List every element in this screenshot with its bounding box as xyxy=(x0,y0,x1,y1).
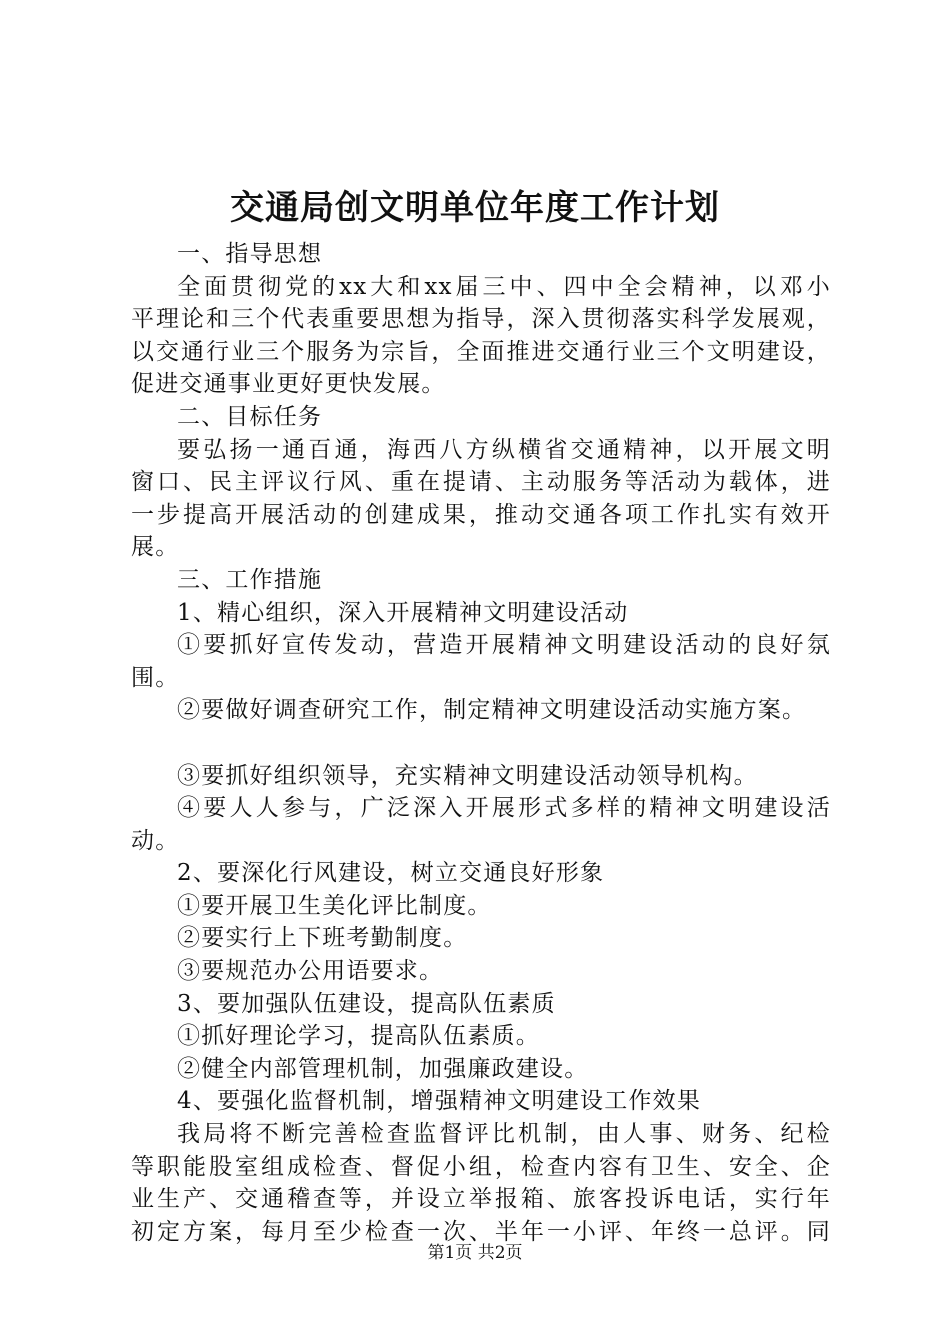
paragraph-line: 等职能股室组成检查、督促小组，检查内容有卫生、安全、企 xyxy=(131,1153,831,1180)
paragraph-line: 以交通行业三个服务为宗旨，全面推进交通行业三个文明建设， xyxy=(131,338,831,365)
section-heading: 三、工作措施 xyxy=(177,566,323,593)
paragraph-line: 平理论和三个代表重要思想为指导，深入贯彻落实科学发展观， xyxy=(131,306,831,333)
paragraph-line: 窗口、民主评议行风、重在提请、主动服务等活动为载体，进 xyxy=(131,469,831,496)
paragraph-line: 初定方案，每月至少检查一次、半年一小评、年终一总评。同 xyxy=(131,1218,831,1245)
blank-line xyxy=(131,727,831,760)
list-item-line: ③要规范办公用语要求。 xyxy=(177,958,444,985)
page-number: 第1页 共2页 xyxy=(427,1243,523,1263)
list-item-line: ②健全内部管理机制，加强廉政建设。 xyxy=(177,1055,589,1082)
list-item-line: ①抓好理论学习，提高队伍素质。 xyxy=(177,1023,540,1050)
subsection-heading: 2、要深化行风建设，树立交通良好形象 xyxy=(177,860,605,887)
document-title: 交通局创文明单位年度工作计划 xyxy=(230,188,720,228)
list-item-line: ④要人人参与，广泛深入开展形式多样的精神文明建设活 xyxy=(177,795,831,822)
paragraph-line: 一步提高开展活动的创建成果，推动交通各项工作扎实有效开 xyxy=(131,501,831,528)
section-heading: 一、指导思想 xyxy=(177,241,323,267)
list-item-line: 动。 xyxy=(131,827,180,854)
list-item-line: ③要抓好组织领导，充实精神文明建设活动领导机构。 xyxy=(177,762,758,789)
paragraph-line: 要弘扬一通百通，海西八方纵横省交通精神，以开展文明 xyxy=(177,436,831,463)
list-item-line: ②要实行上下班考勤制度。 xyxy=(177,925,468,952)
section-heading: 二、目标任务 xyxy=(177,403,323,430)
list-item-line: ②要做好调查研究工作，制定精神文明建设活动实施方案。 xyxy=(177,697,807,724)
list-item-line: ①要开展卫生美化评比制度。 xyxy=(177,892,492,919)
list-item-line: 围。 xyxy=(131,664,180,691)
paragraph-line: 全面贯彻党的xx大和xx届三中、四中全会精神，以邓小 xyxy=(177,273,831,300)
subsection-heading: 1、精心组织，深入开展精神文明建设活动 xyxy=(177,599,629,626)
paragraph-line: 展。 xyxy=(131,534,180,561)
paragraph-line: 业生产、交通稽查等，并设立举报箱、旅客投诉电话，实行年 xyxy=(131,1186,831,1213)
subsection-heading: 3、要加强队伍建设，提高队伍素质 xyxy=(177,990,556,1017)
subsection-heading: 4、要强化监督机制，增强精神文明建设工作效果 xyxy=(177,1088,702,1115)
document-body xyxy=(131,238,831,1248)
paragraph-line: 我局将不断完善检查监督评比机制，由人事、财务、纪检 xyxy=(177,1121,831,1148)
list-item-line: ①要抓好宣传发动，营造开展精神文明建设活动的良好氛 xyxy=(177,632,831,659)
paragraph-line: 促进交通事业更好更快发展。 xyxy=(131,371,446,398)
